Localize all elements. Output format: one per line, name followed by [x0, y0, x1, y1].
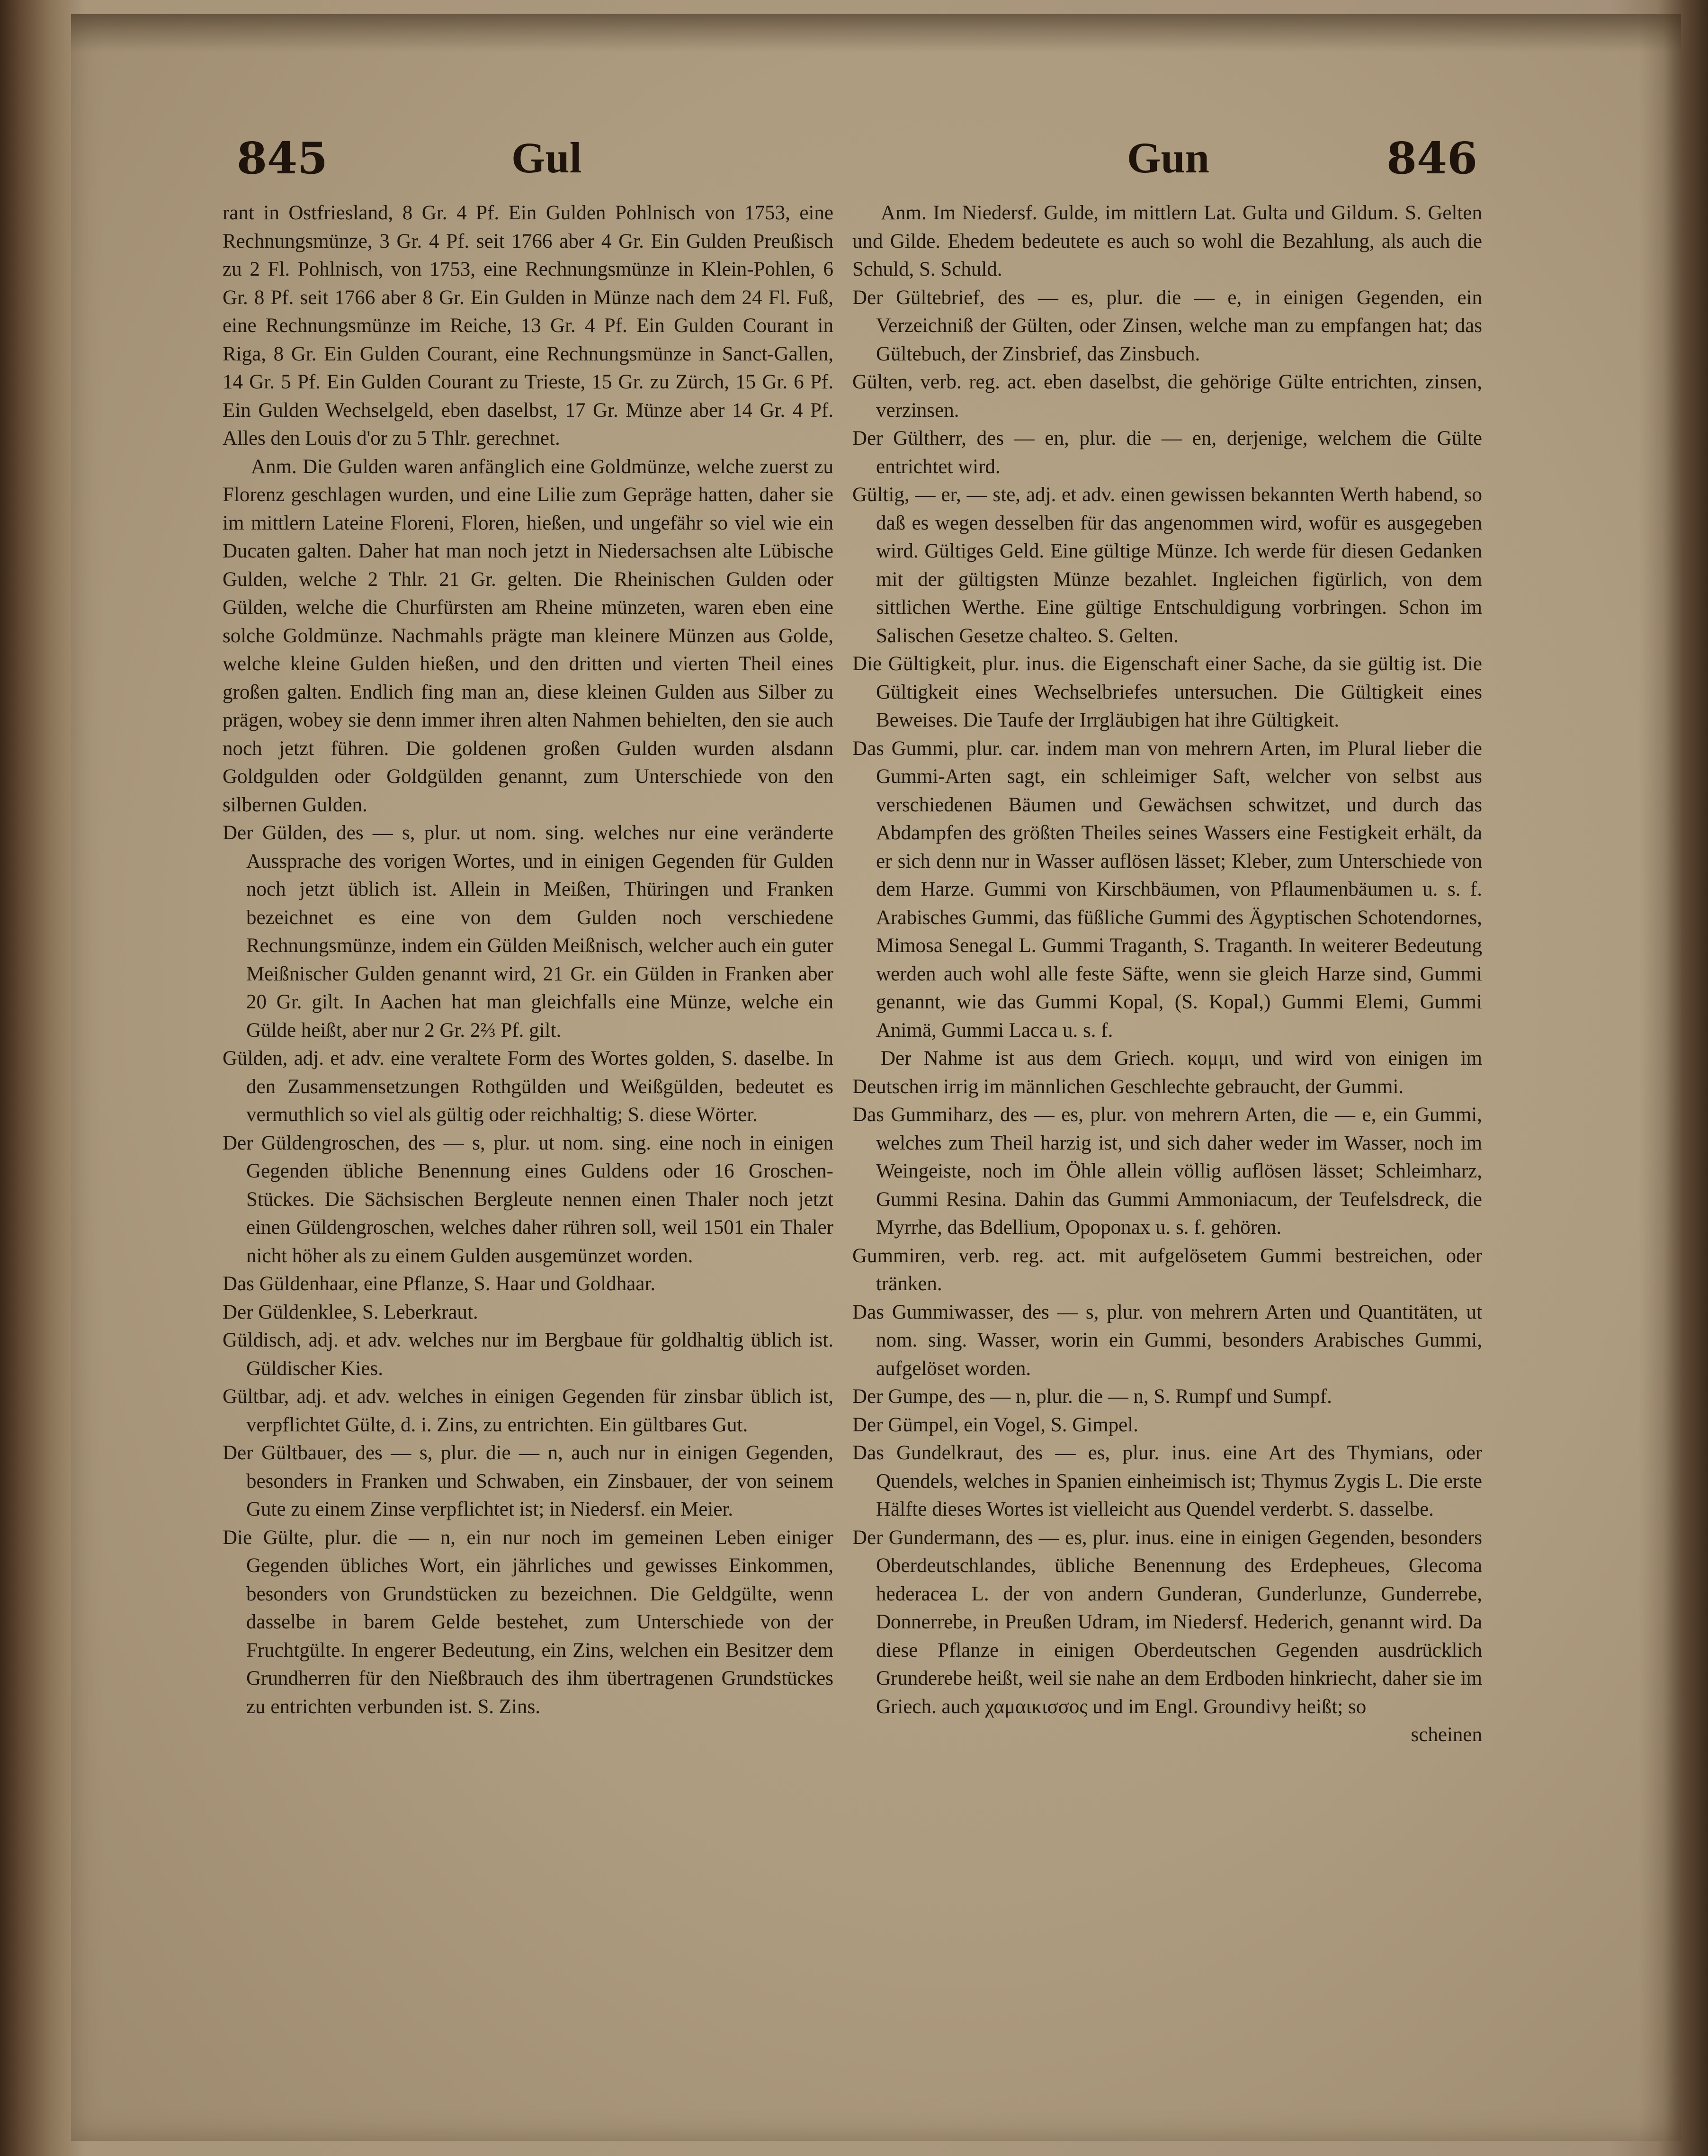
annotation: Der Nahme ist aus dem Griech. κομμι, und wird von einigen im Deutschen irrig im männlichen Geschlechte gebraucht, der Gummi.	[852, 1047, 1482, 1098]
page-shadow	[71, 14, 1681, 52]
page-number-right: 846	[1386, 133, 1477, 184]
dictionary-entry: Der Gültherr, des — en, plur. die — en, derjenige, welchem die Gülte entrichtet wird.	[852, 427, 1482, 478]
dictionary-entry: Der Güldenklee, S. Leberkraut.	[223, 1301, 478, 1323]
dictionary-entry: Der Gülden, des — s, plur. ut nom. sing. welches nur eine veränderte Aussprache des vorigen Wortes, und in einigen Gegenden für Gulden noch jetzt üblich ist. Allein in Meißen, Thüringen und Franken bezeichnet es eine von dem Gulden noch verschiedene Rechnungsmünze, indem ein Gülden Meißnisch, welcher auch ein guter Meißnischer Gulden genannt wird, 21 Gr. ein Gülden in Franken aber 20 Gr. gilt. In Aachen hat man gleichfalls eine Münze, welche ein Gülde heißt, aber nur 2 Gr. 2⅔ Pf. gilt.	[223, 822, 833, 1042]
left-column	[223, 199, 833, 1721]
dictionary-entry: Der Gültbauer, des — s, plur. die — n, auch nur in einigen Gegenden, besonders in Franken und Schwaben, ein Zinsbauer, der von seinem Gute zu einem Zinse verpflichtet ist; in Niedersf. ein Meier.	[223, 1442, 833, 1520]
dictionary-entry: Gülden, adj. et adv. eine veraltete Form des Wortes golden, S. daselbe. In den Zusammensetzungen Rothgülden und Weißgülden, bedeutet es vermuthlich so viel als gültig oder reichhaltig; S. diese Wörter.	[223, 1047, 833, 1126]
dictionary-entry: Das Gummiwasser, des — s, plur. von mehrern Arten und Quantitäten, ut nom. sing. Wasser, worin ein Gummi, besonders Arabisches Gummi, aufgelöset worden.	[852, 1301, 1482, 1380]
annotation: Anm. Im Niedersf. Gulde, im mittlern Lat. Gulta und Gildum. S. Gelten und Gilde. Ehedem bedeutete es auch so wohl die Bezahlung, als auch die Schuld, S. Schuld.	[852, 202, 1482, 280]
dictionary-entry: Das Gundelkraut, des — es, plur. inus. eine Art des Thymians, oder Quendels, welches in Spanien einheimisch ist; Thymus Zygis L. Die erste Hälfte dieses Wortes ist vielleicht aus Quendel verderbt. S. dasselbe.	[852, 1442, 1482, 1520]
dictionary-entry: Gummiren, verb. reg. act. mit aufgelösetem Gummi bestreichen, oder tränken.	[852, 1244, 1482, 1295]
dictionary-entry: Der Gundermann, des — es, plur. inus. eine in einigen Gegenden, besonders Oberdeutschlandes, übliche Benennung des Erdepheues, Glecoma hederacea L. der von andern Gunderan, Gunderlunze, Gunderrebe, Donnerrebe, in Preußen Udram, im Niedersf. Hederich, genannt wird. Da diese Pflanze in einigen Oberdeutschen Gegenden ausdrücklich Grunderebe heißt, weil sie nahe an dem Erdboden hinkriecht, daher sie im Griech. auch χαμαικισσος und im Engl. Groundivy heißt; so	[852, 1526, 1482, 1718]
catchword-right: Gun	[1127, 134, 1209, 182]
dictionary-entry: Gülten, verb. reg. act. eben daselbst, die gehörige Gülte entrichten, zinsen, verzinsen.	[852, 371, 1482, 422]
dictionary-entry: Die Gülte, plur. die — n, ein nur noch im gemeinen Leben einiger Gegenden übliches Wort, ein jährliches und gewisses Einkommen, besonders von Grundstücken zu bezeichnen. Die Geldgülte, wenn dasselbe in barem Gelde bestehet, zum Unterschiede von der Fruchtgülte. In engerer Bedeutung, ein Zins, welchen ein Besitzer dem Grundherren für den Nießbrauch des ihm übertragenen Grundstückes zu entrichten verbunden ist. S. Zins.	[223, 1526, 833, 1718]
dictionary-entry: Der Güldengroschen, des — s, plur. ut nom. sing. eine noch in einigen Gegenden übliche Benennung eines Guldens oder 16 Groschen-Stückes. Die Sächsischen Bergleute nennen einen Thaler noch jetzt einen Güldengroschen, welches daher rühren soll, weil 1501 ein Thaler nicht höher als zu einem Gulden ausgemünzet worden.	[223, 1132, 833, 1267]
annotation: Anm. Die Gulden waren anfänglich eine Goldmünze, welche zuerst zu Florenz geschlagen wurden, und eine Lilie zum Gepräge hatten, daher sie im mittlern Lateine Floreni, Floren, hießen, und ungefähr so viel wie ein Ducaten galten. Daher hat man noch jetzt in Niedersachsen alte Lübische Gulden, welche 2 Thlr. 21 Gr. gelten. Die Rheinischen Gulden oder Gülden, welche die Churfürsten am Rheine münzeten, waren eben eine solche Goldmünze. Nachmahls prägte man kleinere Münzen aus Golde, welche kleine Gulden hießen, und den dritten und vierten Theil eines großen galten. Endlich fing man an, diese kleinen Gulden aus Silber zu prägen, wobey sie denn immer ihren alten Nahmen behielten, den sie auch noch jetzt führen. Die goldenen großen Gulden wurden alsdann Goldgulden oder Goldgülden genannt, zum Unterschiede von den silbernen Gulden.	[223, 455, 833, 816]
dictionary-entry: Gültig, — er, — ste, adj. et adv. einen gewissen bekannten Werth habend, so daß es wegen desselben für das angenommen wird, wofür es ausgegeben wird. Gültiges Geld. Eine gültige Münze. Ich werde für diesen Gedanken mit der gültigsten Münze bezahlet. Ingleichen figürlich, von dem sittlichen Werthe. Eine gültige Entschuldigung vorbringen. Schon im Salischen Gesetze chalteo. S. Gelten.	[852, 484, 1482, 647]
running-header	[237, 133, 1477, 199]
dictionary-entry: Der Gültebrief, des — es, plur. die — e, in einigen Gegenden, ein Verzeichniß der Gülten, oder Zinsen, welche man zu empfangen hat; das Gültebuch, der Zinsbrief, das Zinsbuch.	[852, 286, 1482, 365]
dictionary-entry: Das Gummi, plur. car. indem man von mehrern Arten, im Plural lieber die Gummi-Arten sagt, ein schleimiger Saft, welcher von selbst aus verschiedenen Bäumen und Gewächsen schwitzet, und durch das Abdampfen des größten Theiles seines Wassers eine Festigkeit erhält, da er sich denn nur in Wasser auflösen lässet; Kleber, zum Unterschiede von dem Harze. Gummi von Kirschbäumen, von Pflaumenbäumen u. s. f. Arabisches Gummi, das füßliche Gummi des Ägyptischen Schotendornes, Mimosa Senegal L. Gummi Traganth, S. Traganth. In weiterer Bedeutung werden auch wohl alle feste Säfte, wenn sie gleich Harze sind, Gummi genannt, wie das Gummi Kopal, (S. Kopal,) Gummi Elemi, Gummi Animä, Gummi Lacca u. s. f.	[852, 737, 1482, 1042]
dictionary-entry: Das Gummiharz, des — es, plur. von mehrern Arten, die — e, ein Gummi, welches zum Theil harzig ist, und sich daher weder im Wasser, noch im Weingeiste, noch im Öhle allein völlig auflösen lässet; Schleimharz, Gummi Resina. Dahin das Gummi Ammoniacum, der Teufelsdreck, die Myrrhe, das Bdellium, Opoponax u. s. f. gehören.	[852, 1104, 1482, 1239]
page-number-left: 845	[237, 133, 328, 184]
catchword-footer: scheinen	[1411, 1724, 1482, 1746]
catchword-left: Gul	[511, 134, 582, 182]
dictionary-entry: Das Güldenhaar, eine Pflanze, S. Haar und Goldhaar.	[223, 1273, 656, 1295]
dictionary-entry: Güldisch, adj. et adv. welches nur im Bergbaue für goldhaltig üblich ist. Güldischer Kies.	[223, 1329, 833, 1380]
right-column	[852, 199, 1482, 1749]
dictionary-entry: Der Gümpel, ein Vogel, S. Gimpel.	[852, 1413, 1138, 1436]
continued-text: rant in Ostfriesland, 8 Gr. 4 Pf. Ein Gulden Pohlnisch von 1753, eine Rechnungsmünze, 3 Gr. 4 Pf. seit 1766 aber 4 Gr. Ein Gulden Preußisch zu 2 Fl. Pohlnisch, von 1753, eine Rechnungsmünze in Klein-Pohlen, 6 Gr. 8 Pf. seit 1766 aber 8 Gr. Ein Gulden in Münze nach dem 24 Fl. Fuß, eine Rechnungsmünze im Reiche, 13 Gr. 4 Pf. Ein Gulden Courant in Riga, 8 Gr. Ein Gulden Courant, eine Rechnungsmünze in Sanct-Gallen, 14 Gr. 5 Pf. Ein Gulden Courant zu Trieste, 15 Gr. zu Zürch, 15 Gr. 6 Pf. Ein Gulden Wechselgeld, eben daselbst, 17 Gr. Münze aber 14 Gr. 4 Pf. Alles den Louis d'or zu 5 Thlr. gerechnet.	[223, 202, 833, 449]
page-edge-shadow	[1638, 14, 1681, 2141]
dictionary-entry: Der Gumpe, des — n, plur. die — n, S. Rumpf und Sumpf.	[852, 1385, 1332, 1408]
dictionary-entry: Die Gültigkeit, plur. inus. die Eigenschaft einer Sache, da sie gültig ist. Die Gültigkeit eines Wechselbriefes untersuchen. Die Gültigkeit eines Beweises. Die Taufe der Irrgläubigen hat ihre Gültigkeit.	[852, 653, 1482, 731]
dictionary-entry: Gültbar, adj. et adv. welches in einigen Gegenden für zinsbar üblich ist, verpflichtet Gülte, d. i. Zins, zu entrichten. Ein gültbares Gut.	[223, 1385, 833, 1436]
